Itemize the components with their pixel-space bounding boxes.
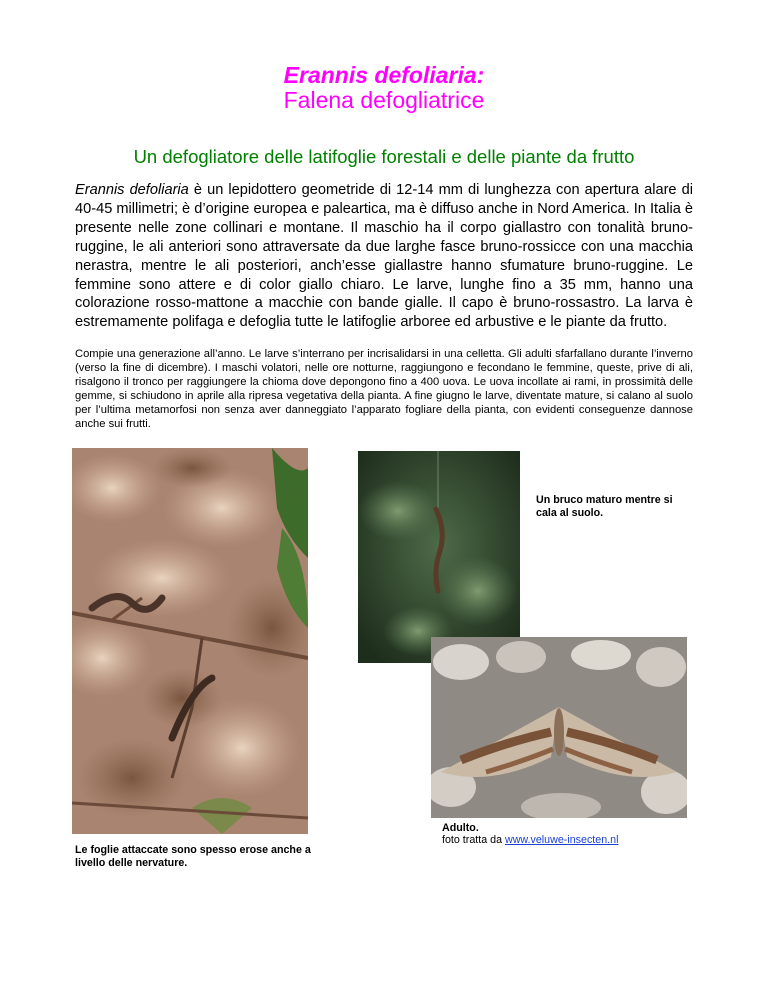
intro-paragraph <box>75 181 693 332</box>
intro-text: è un lepidottero geometride di 12-14 mm di lunghezza con apertura alare di 40-45 millimetri; è d’origine europea e paleartica, ma è diffuso anche in Nord America. In Italia è presente nelle zone collinari e montane. Il maschio ha il corpo giallastro con tonalità bruno-ruggine, le ali anteriori sono attraversate da due larghe fasce bruno-rossicce con una macchia nerastra, mentre le ali posteriori, anch’esse giallastre hanno sfumature bruno-ruggine. Le femmine sono attere e di color giallo chiaro. Le larve, lunghe fino a 35 mm, hanno una colorazione rosso-mattone a macchie con bande gialle. Il capo è bruno-rossastro. La larva è estremamente polifaga e defoglia tutte le latifoglie arboree ed arbustive e le piante da frutto. <box>75 182 693 331</box>
credit-prefix: foto tratta da <box>442 834 505 846</box>
page-subtitle: Un defogliatore delle latifoglie forestali e delle piante da frutto <box>133 146 635 167</box>
species-name: Erannis defoliaria <box>75 182 189 198</box>
photo-caterpillar-on-twig <box>72 448 308 834</box>
photo-adult-moth <box>431 637 687 818</box>
photo-larva-descending <box>358 451 520 663</box>
photo-credit <box>442 834 618 847</box>
page-title-common: Falena defogliatrice <box>283 87 485 113</box>
caption-larva: Un bruco maturo mentre si cala al suolo. <box>536 494 673 519</box>
page-title-latin: Erannis defoliaria: <box>283 62 485 88</box>
caption-leaves: Le foglie attaccate sono spesso erose anche a livello delle nervature. <box>75 844 311 869</box>
lifecycle-paragraph: Compie una generazione all’anno. Le larve s’interrano per incrisalidarsi in una celletta. Gli adulti sfarfallano durante l’inverno (verso la fine di dicembre). I maschi volatori, nelle ore notturne, raggiungono e fecondano le femmine, queste, prive di ali, risalgono il tronco per raggiungere la chioma dove depongono fino a 400 uova. Le uova incollate ai rami, in prossimità delle gemme, si schiudono in aprile alla ripresa vegetativa della pianta. A fine giugno le larve, diventate mature, si calano al suolo per l’ultima metamorfosi non senza aver danneggiato l’apparato fogliare della pianta, con evidenti conseguenze dannose anche sui frutti. <box>75 348 693 430</box>
credit-link[interactable]: www.veluwe-insecten.nl <box>504 834 619 846</box>
caption-adult: Adulto. <box>442 822 479 834</box>
